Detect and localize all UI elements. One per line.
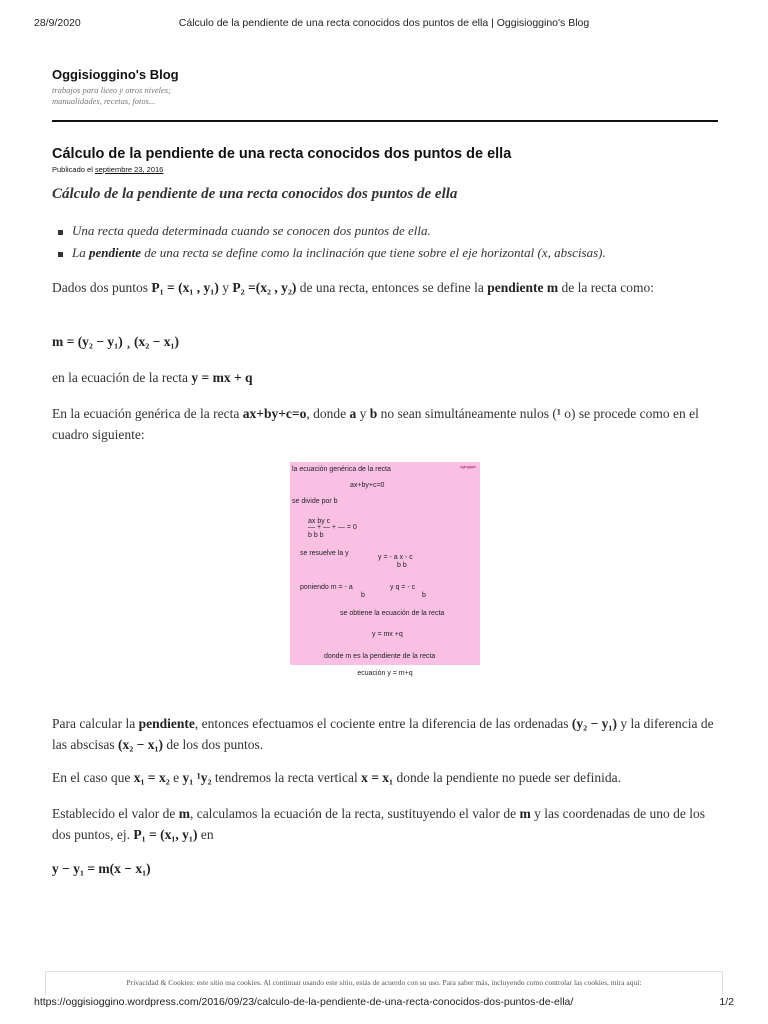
bullet-square-icon — [58, 230, 63, 235]
paragraph-substitute: Establecido el valor de m, calculamos la ecuación de la recta, sustituyendo el valor de m y las coordenadas de uno de los dos puntos, ej. P₁ = (x₁, y₁) en — [52, 806, 706, 842]
figure-caption: ecuación y = m+q — [357, 670, 413, 677]
equation-figure: la ecuación genérica de la recta ogiogigio ax+by+c=0 se divide por b ax by c — + — + — = 0 b b b se resuelve la y y = - a x - c b b poniendo m = - a b y q = - c b se obtiene la ecuación de la recta y = mx +q donde m es la pendiente de la recta — [290, 462, 480, 665]
list-item: La pendiente de una recta se define como la inclinación que tiene sobre el eje horizontal (x, abscisas). — [58, 243, 606, 265]
page-url: https://oggisioggino.wordpress.com/2016/09/23/calculo-de-la-pendiente-de-una-recta-conocidos-dos-puntos-de-ella/ — [34, 996, 574, 1008]
post-subtitle: Cálculo de la pendiente de una recta conocidos dos puntos de ella — [52, 186, 458, 202]
header-divider — [52, 120, 718, 122]
post-title[interactable]: Cálculo de la pendiente de una recta conocidos dos puntos de ella — [52, 146, 512, 162]
list-item: Una recta queda determinada cuando se conocen dos puntos de ella. — [58, 221, 606, 243]
bullet-square-icon — [58, 252, 63, 257]
site-title[interactable]: Oggisioggino's Blog — [52, 67, 179, 82]
page-number: 1/2 — [719, 996, 734, 1008]
print-date: 28/9/2020 — [34, 17, 81, 29]
formula-point-slope: y − y₁ = m(x − x₁) — [52, 861, 151, 876]
cookie-notice[interactable]: Privacidad & Cookies: este sitio usa cookies. Al continuar usando este sitio, estás de acuerdo con su uso. Para saber más, incluyendo como controlar las cookies, mira aquí: — [45, 971, 723, 995]
paragraph-points: Dados dos puntos P₁ = (x₁ , y₁) y P₂ =(x₂ , y₂) de una recta, entonces se define la pendiente m de la recta como: — [52, 280, 655, 295]
paragraph-slope-calc: Para calcular la pendiente, entonces efectuamos el cociente entre la diferencia de las ordenadas (y₂ − y₁) y la diferencia de las abscisas (x₂ − x₁) de los dos puntos. — [52, 716, 714, 752]
meta-prefix: Publicado el — [52, 165, 93, 174]
post-date-link[interactable]: septiembre 23, 2016 — [94, 165, 164, 174]
bullet-list — [58, 221, 606, 265]
paragraph-generic: En la ecuación genérica de la recta ax+by+c=o, donde a y b no sean simultáneamente nulos (¹ o) se procede como en el cuadro siguiente: — [52, 406, 699, 442]
post-meta — [52, 165, 163, 174]
paragraph-vertical: En el caso que x₁ = x₂ e y₁ ¹y₂ tendremos la recta vertical x = x₁ donde la pendiente no puede ser definida. — [52, 770, 622, 785]
site-tagline: trabajos para liceo y otros niveles; manualidades, recetas, fotos... — [52, 85, 171, 106]
formula-slope: m = (y₂ − y₁) ¸ (x₂ − x₁) — [52, 334, 179, 349]
paragraph-equation: en la ecuación de la recta y = mx + q — [52, 370, 253, 385]
print-title: Cálculo de la pendiente de una recta conocidos dos puntos de ella | Oggisioggino's Blog — [178, 17, 590, 29]
